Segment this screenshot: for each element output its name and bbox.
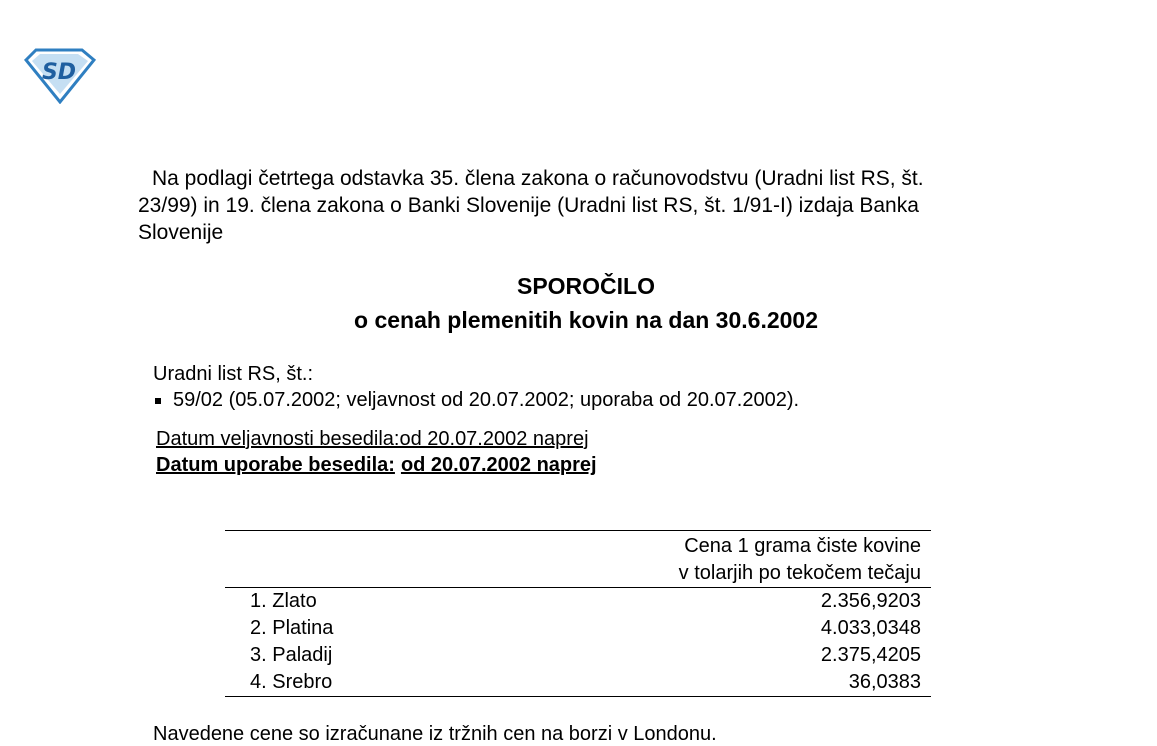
- application-date: [156, 454, 597, 477]
- metal-name: 1. Zlato: [250, 590, 317, 612]
- svg-text:SD: SD: [41, 60, 77, 85]
- table-row: [225, 615, 931, 642]
- table-header: [225, 531, 931, 588]
- table-row: [225, 642, 931, 669]
- sd-diamond-logo-icon: [22, 46, 96, 104]
- metal-price: 4.033,0348: [820, 617, 921, 639]
- application-date-label: Datum uporabe besedila:: [156, 454, 395, 476]
- metal-price: 2.375,4205: [820, 644, 921, 666]
- bullet-icon: [155, 398, 161, 404]
- document-title: SPOROČILO: [516, 273, 655, 299]
- metal-price-table: [225, 530, 931, 697]
- document-subtitle: o cenah plemenitih kovin na dan 30.6.2002: [354, 307, 818, 333]
- gazette-item-text: 59/02 (05.07.2002; veljavnost od 20.07.2002; uporaba od 20.07.2002).: [173, 389, 800, 411]
- intro-paragraph: [138, 165, 1038, 246]
- table-row: [225, 669, 931, 696]
- table-header-line-1: Cena 1 grama čiste kovine: [684, 535, 921, 557]
- metal-name: 3. Paladij: [250, 644, 333, 666]
- gazette-list-item: [155, 389, 799, 412]
- footer-note: Navedene cene so izračunane iz tržnih cen na borzi v Londonu.: [153, 723, 717, 745]
- metal-name: 2. Platina: [250, 617, 334, 639]
- table-header-line-2: v tolarjih po tekočem tečaju: [678, 562, 921, 584]
- validity-date: Datum veljavnosti besedila:od 20.07.2002 naprej: [156, 428, 589, 450]
- metal-price: 2.356,9203: [820, 590, 921, 612]
- metal-name: 4. Srebro: [250, 671, 333, 693]
- intro-line-1: Na podlagi četrtega odstavka 35. člena zakona o računovodstvu (Uradni list RS, št.: [152, 167, 924, 190]
- table-row: [225, 588, 931, 615]
- gazette-label: Uradni list RS, št.:: [153, 363, 314, 385]
- application-date-value: od 20.07.2002 naprej: [400, 454, 597, 476]
- intro-line-2: 23/99) in 19. člena zakona o Banki Slovenije (Uradni list RS, št. 1/91-I) izdaja Banka: [138, 194, 919, 217]
- metal-price: 36,0383: [848, 671, 921, 693]
- intro-line-3: Slovenije: [138, 221, 224, 244]
